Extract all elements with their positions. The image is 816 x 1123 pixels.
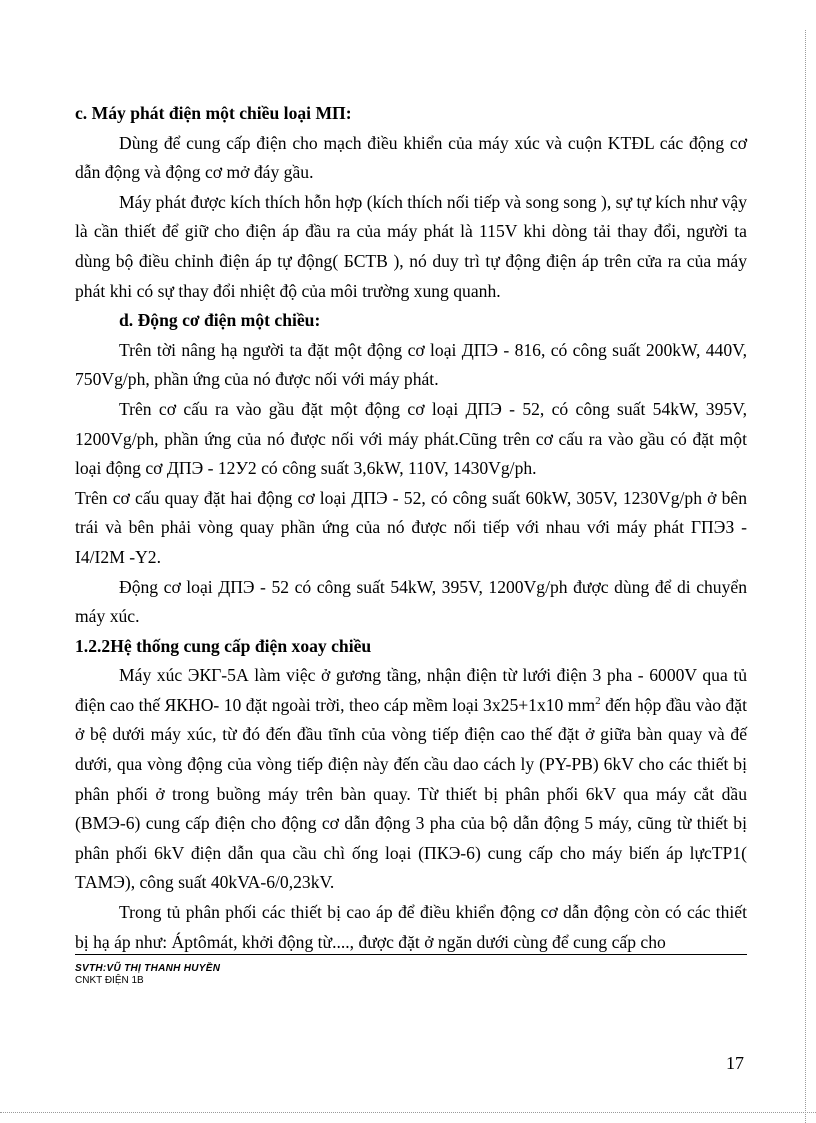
paragraph-text-part: Máy xúc ЭКГ-5А làm việc ở gương tầng, nhận điện từ lưới điện 3 pha - 6000V qua tủ điện cao thế ЯКНО- 10 đặt ngoài trời, theo cáp mềm loại 3x25+1x10 mm — [75, 665, 747, 715]
footer-author: SVTH:VŨ THỊ THANH HUYỀN — [75, 963, 221, 974]
paragraph-text-part: đến hộp đầu vào đặt ở bệ dưới máy xúc, từ đó đến đầu tĩnh của vòng tiếp điện cao thế đặt ở giữa bàn quay và đế dưới, qua vòng động của vòng tiếp điện này đến cầu dao cách ly (PY-PB) 6kV cho các thiết bị phân phối ở trong buồng máy trên bàn quay. Từ thiết bị phân phối 6kV qua máy cắt dầu (ВМЭ-6) cung cấp điện cho động cơ dẫn động 3 pha của bộ dẫn động 5 máy, cũng từ thiết bị phân phối 6kV điện dẫn qua cầu chì ống loại (ПКЭ-6) cung cấp cho máy biến áp lựcTP1( ТАМЭ), công suất 40kVA-6/0,23kV. — [75, 694, 747, 893]
paragraph: Trên tời nâng hạ người ta đặt một động cơ loại ДПЭ - 816, có công suất 200kW, 440V, 750Vg/ph, phần ứng của nó được nối với máy phát. — [75, 339, 747, 390]
paragraph: Trên cơ cấu ra vào gầu đặt một động cơ loại ДПЭ - 52, có công suất 54kW, 395V, 1200Vg/ph, phần ứng của nó được nối với máy phát.Cũng trên cơ cấu ra vào gầu có đặt một loại động cơ ДПЭ - 12У2 có công suất 3,6kW, 110V, 1430Vg/ph. — [75, 398, 747, 479]
page-content — [75, 99, 747, 957]
page-number: 17 — [726, 1053, 744, 1073]
section-heading-c: c. Máy phát điện một chiều loại МП: — [75, 103, 352, 123]
page-edge-right — [805, 30, 806, 1123]
page-footer — [75, 954, 747, 986]
paragraph: Máy phát được kích thích hỗn hợp (kích thích nối tiếp và song song ), sự tự kích như vậy là cần thiết để giữ cho điện áp đầu ra của máy phát là 115V khi dòng tải thay đổi, người ta dùng bộ điều chỉnh điện áp tự động( БСТВ ), nó duy trì tự động điện áp trên cửa ra của máy phát khi có sự thay đổi nhiệt độ của môi trường xung quanh. — [75, 191, 747, 301]
paragraph: Trên cơ cấu quay đặt hai động cơ loại ДПЭ - 52, có công suất 60kW, 305V, 1230Vg/ph ở bên trái và bên phải vòng quay phần ứng của nó được nối tiếp với nhau với máy phát ГПЭЗ -I4/I2M -Y2. — [75, 487, 747, 567]
paragraph — [75, 661, 747, 898]
page-edge-bottom — [0, 1112, 816, 1113]
paragraph: Trong tủ phân phối các thiết bị cao áp để điều khiển động cơ dẫn động còn có các thiết bị hạ áp như: Áptômát, khởi động từ...., được đặt ở ngăn dưới cùng để cung cấp cho — [75, 902, 747, 952]
superscript-squared: 2 — [595, 695, 601, 708]
paragraph: Động cơ loại ДПЭ - 52 có công suất 54kW, 395V, 1200Vg/ph được dùng để di chuyển máy xúc. — [75, 576, 747, 627]
section-heading-d: d. Động cơ điện một chiều: — [119, 310, 321, 331]
footer-class: CNKT ĐIỆN 1B — [75, 975, 144, 986]
paragraph: Dùng để cung cấp điện cho mạch điều khiển của máy xúc và cuộn KTĐL các động cơ dẫn động và động cơ mở đáy gầu. — [75, 132, 747, 183]
section-heading-1-2-2: 1.2.2Hệ thống cung cấp điện xoay chiều — [75, 635, 372, 656]
